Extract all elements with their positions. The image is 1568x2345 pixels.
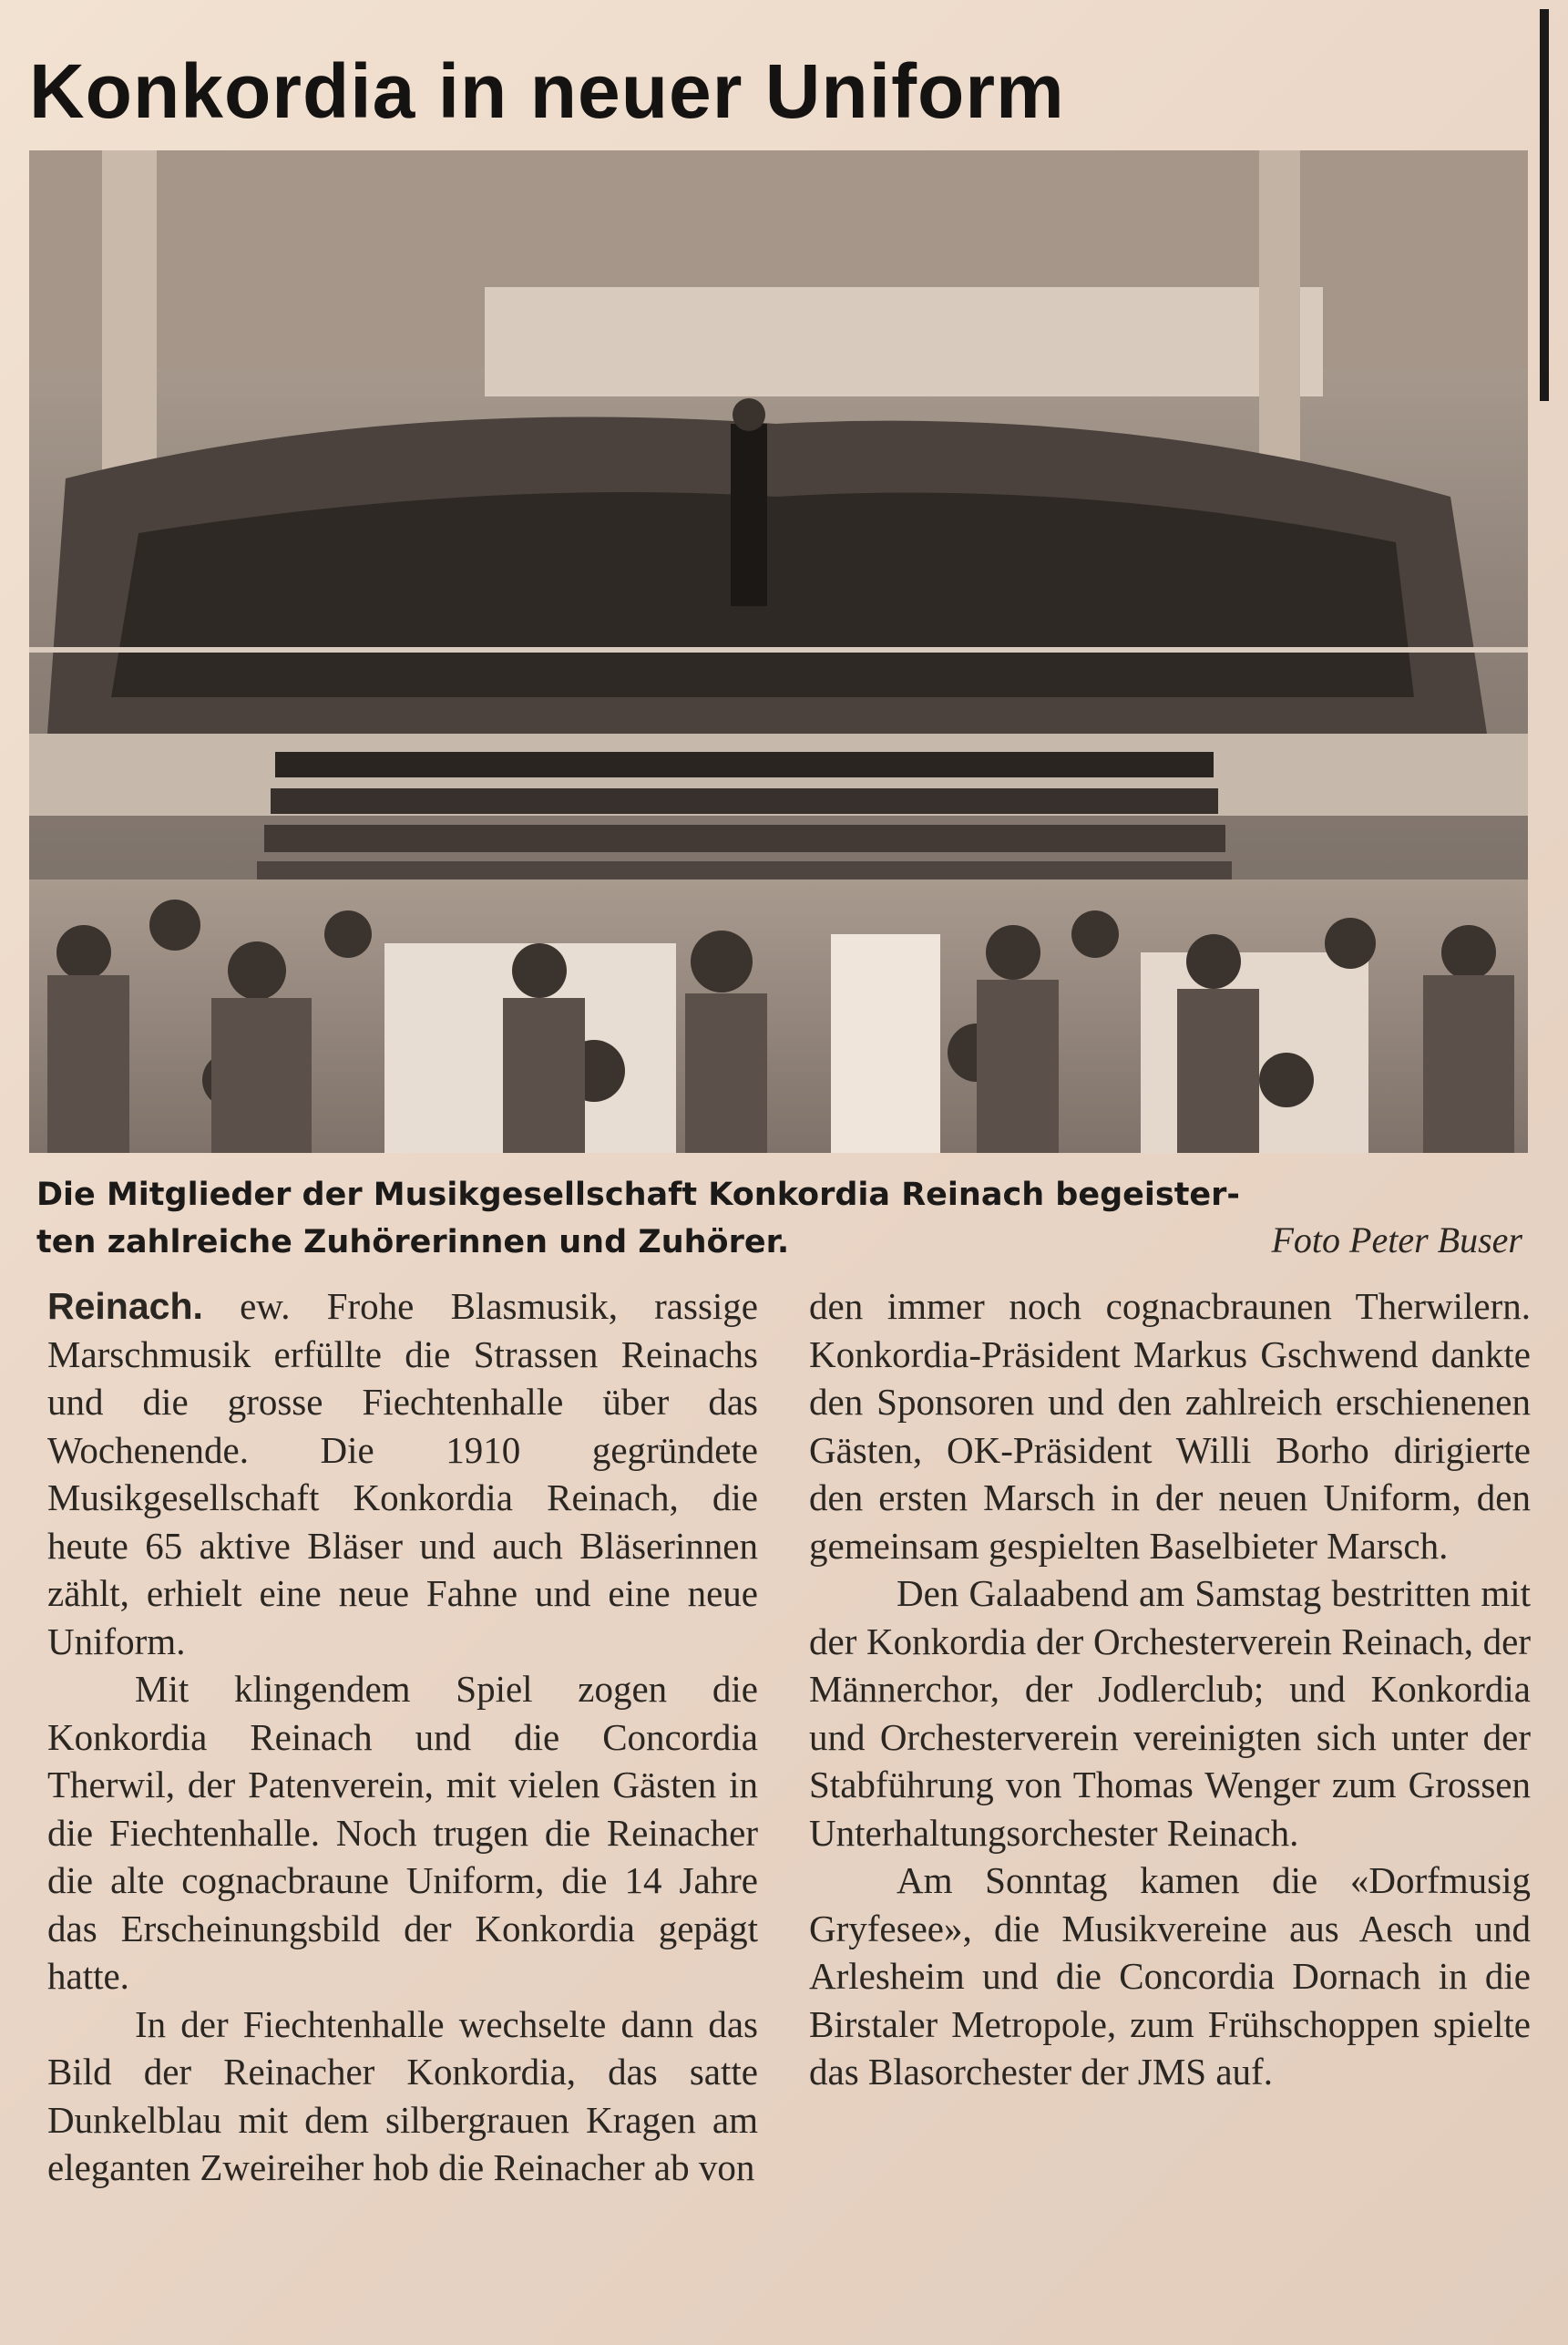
concert-photo [29, 150, 1528, 1153]
article-column-right [809, 1282, 1531, 2096]
paragraph: In der Fiechtenhalle wechselte dann das Bild der Reinacher Konkordia, das satte Dunkelblau mit dem silbergrauen Kragen am eleganten Zweireiher hob die Reinacher ab von [47, 2002, 758, 2188]
article-column-left [47, 1282, 758, 2192]
photo-credit: Foto Peter Buser [1271, 1219, 1522, 1260]
caption-line: ten zahlreiche Zuhörerinnen und Zuhörer. [36, 1224, 790, 1260]
headline: Konkordia in neuer Uniform [29, 48, 1065, 134]
paragraph: Mit klingendem Spiel zogen die Konkordia Reinach und die Concordia Therwil, der Patenverein, mit vielen Gästen in die Fiechtenhalle. Noch trugen die Reinacher die alte cognacbraune Uniform, die 14 Jahre das Erscheinungsbild der Konkordia gepägt hatte. [47, 1668, 758, 1997]
paragraph: Den Galaabend am Samstag bestritten mit der Konkordia der Orchesterverein Reinach, der Männerchor, der Jodlerclub; und Konkordia und Orchesterverein vereinigten sich unter der Stabführung von Thomas Wenger zum Grossen Unterhaltungsorchester Reinach. [809, 1572, 1531, 1854]
paragraph [47, 1282, 758, 1665]
caption-line: Die Mitglieder der Musikgesellschaft Konkordia Reinach begeister- [36, 1177, 1240, 1213]
paragraph: den immer noch cognacbraunen Therwilern. Konkordia-Präsident Markus Gschwend dankte den Sponsoren und den zahlreich erschienenen Gästen, OK-Präsident Willi Borho dirigierte den ersten Marsch in der neuen Uniform, den gemeinsam gespielten Baselbieter Marsch. [809, 1285, 1531, 1567]
dateline: Reinach. [47, 1285, 203, 1327]
paragraph: Am Sonntag kamen die «Dorfmusig Gryfesee», die Musikvereine aus Aesch und Arlesheim und die Concordia Dornach in die Birstaler Metropole, zum Frühschoppen spielte das Blasorchester der JMS auf. [809, 1859, 1531, 2093]
column-rule [1540, 9, 1549, 401]
paragraph-text: ew. Frohe Blasmusik, rassige Marschmusik erfüllte die Strassen Reinachs und die grosse Fiechtenhalle über das Wochenende. Die 1910 gegründete Musikgesellschaft Konkordia Reinach, die heute 65 aktive Bläser und auch Bläserinnen zählt, erhielt eine neue Fahne und eine neue Uniform. [47, 1285, 759, 1662]
